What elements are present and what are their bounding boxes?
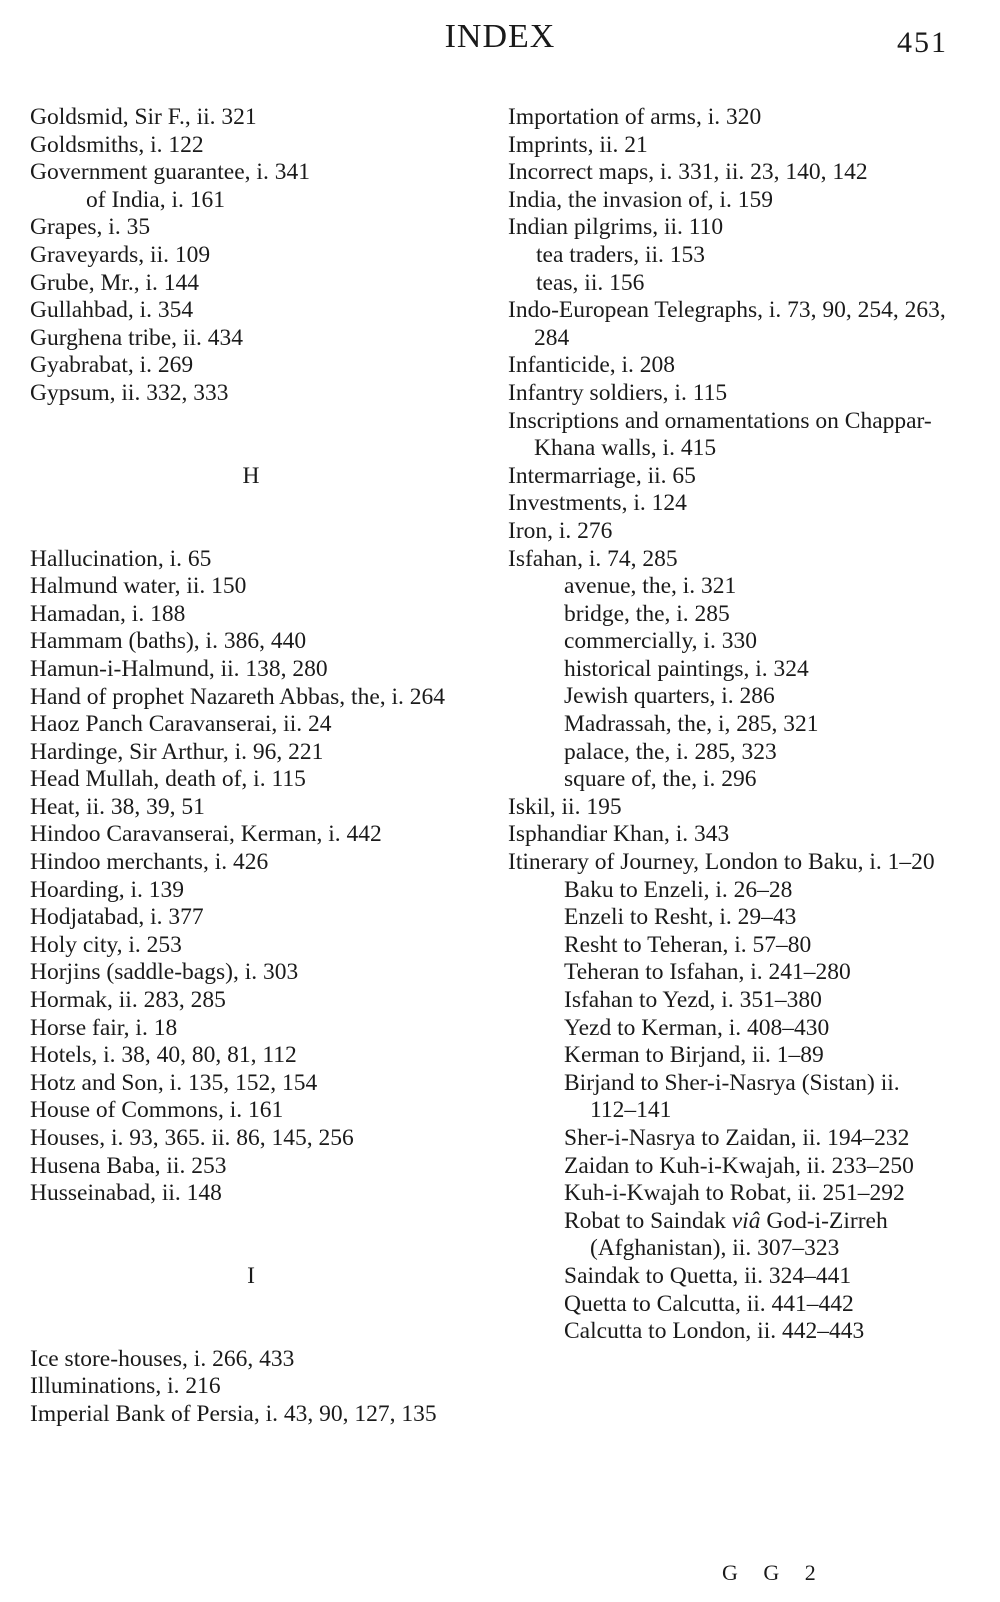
index-entry: Hodjatabad, i. 377 [30,904,204,931]
index-entry: Head Mullah, death of, i. 115 [30,766,306,793]
index-entry: Isfahan, i. 74, 285 [508,545,678,572]
index-entry: Iskil, ii. 195 [508,793,622,820]
index-entry: Incorrect maps, i. 331, ii. 23, 140, 142 [508,159,868,186]
index-entry: Hallucination, i. 65 [30,545,212,572]
index-entry: Infanticide, i. 208 [508,352,676,379]
index-entry: Itinerary of Journey, London to Baku, i. 1–20 [508,849,935,876]
index-entry: Imprints, ii. 21 [508,131,648,158]
index-subentry: teas, ii. 156 [536,269,645,296]
index-subentry: Yezd to Kerman, i. 408–430 [564,1014,830,1041]
index-subentry-robat [508,1208,948,1263]
index-entry: Husena Baba, ii. 253 [30,1152,227,1179]
index-entry: Grapes, i. 35 [30,214,151,241]
index-entry: Hindoo Caravanserai, Kerman, i. 442 [30,821,382,848]
section-letter-h: H [242,462,260,489]
index-subentry: Resht to Teheran, i. 57–80 [564,931,812,958]
index-entry: Goldsmiths, i. 122 [30,131,204,158]
index-entry: Hand of prophet Nazareth Abbas, the, i. 264 [30,683,446,710]
index-subentry: bridge, the, i. 285 [564,600,730,627]
index-subentry: Saindak to Quetta, ii. 324–441 [564,1262,852,1289]
index-entry: Gullahbad, i. 354 [30,297,194,324]
index-subentry: palace, the, i. 285, 323 [564,738,777,765]
robat-text-pre: Robat to Saindak [564,1207,732,1234]
index-entry: Hamun-i-Halmund, ii. 138, 280 [30,655,328,682]
index-entry: Horse fair, i. 18 [30,1014,178,1041]
index-entry: Intermarriage, ii. 65 [508,462,696,489]
index-subentry: historical paintings, i. 324 [564,655,809,682]
page-title: INDEX [444,18,556,55]
index-subentry: commercially, i. 330 [564,628,757,655]
index-entry: Hammam (baths), i. 386, 440 [30,628,307,655]
section-letter-i: I [247,1262,255,1289]
index-entry: Goldsmid, Sir F., ii. 321 [30,104,257,130]
index-subentry: Zaidan to Kuh-i-Kwajah, ii. 233–250 [564,1152,914,1179]
index-entry: Grube, Mr., i. 144 [30,269,200,296]
index-entry: Hamadan, i. 188 [30,600,186,627]
index-entry: Hardinge, Sir Arthur, i. 96, 221 [30,738,324,765]
index-subentry: Kuh-i-Kwajah to Robat, ii. 251–292 [564,1180,905,1207]
index-subentry: Enzeli to Resht, i. 29–43 [564,904,797,931]
index-entry: Indian pilgrims, ii. 110 [508,214,724,241]
index-entry: House of Commons, i. 161 [30,1097,284,1124]
index-subentry: tea traders, ii. 153 [536,241,706,268]
index-subentry: Sher-i-Nasrya to Zaidan, ii. 194–232 [564,1124,910,1151]
index-entry: Gyabrabat, i. 269 [30,352,194,379]
index-entry: Indo-European Telegraphs, i. 73, 90, 254, 263, 284 [508,297,946,351]
index-subentry: avenue, the, i. 321 [564,573,737,600]
index-entry: Hindoo merchants, i. 426 [30,849,269,876]
index-subentry: Isfahan to Yezd, i. 351–380 [564,987,822,1013]
index-entry: Importation of arms, i. 320 [508,104,762,130]
index-entry: Hoarding, i. 139 [30,876,185,903]
index-subentry: Baku to Enzeli, i. 26–28 [564,876,793,903]
index-entry: Horjins (saddle-bags), i. 303 [30,959,299,986]
index-entry: Government guarantee, i. 341 [30,159,310,186]
signature-mark: G G 2 [722,1560,826,1585]
index-entry: Infantry soldiers, i. 115 [508,379,728,406]
index-entry: Iron, i. 276 [508,517,613,544]
index-subentry: square of, the, i. 296 [564,766,757,793]
index-entry: Hotz and Son, i. 135, 152, 154 [30,1069,318,1096]
index-subentry: of India, i. 161 [86,186,226,213]
index-entry: Gypsum, ii. 332, 333 [30,379,229,406]
index-subentry: Birjand to Sher-i-Nasrya (Sistan) ii. 112–141 [564,1069,900,1124]
index-entry: India, the invasion of, i. 159 [508,186,773,213]
robat-text-italic: viâ [731,1207,761,1234]
index-subentry: Teheran to Isfahan, i. 241–280 [564,959,851,986]
index-entry: Illuminations, i. 216 [30,1373,221,1400]
index-entry: Heat, ii. 38, 39, 51 [30,793,205,820]
index-entry: Husseinabad, ii. 148 [30,1180,222,1207]
index-entry: Graveyards, ii. 109 [30,241,211,268]
index-subentry: Quetta to Calcutta, ii. 441–442 [564,1290,854,1317]
page-number: 451 [897,26,948,59]
index-entry: Imperial Bank of Persia, i. 43, 90, 127, 135 [30,1400,437,1427]
index-entry: Ice store-houses, i. 266, 433 [30,1345,295,1372]
index-entry: Investments, i. 124 [508,490,687,517]
left-column [30,104,472,1429]
index-entry: Gurghena tribe, ii. 434 [30,324,243,351]
index-subentry: Kerman to Birjand, ii. 1–89 [564,1042,824,1069]
index-entry: Houses, i. 93, 365. ii. 86, 145, 256 [30,1125,354,1151]
index-entry: Holy city, i. 253 [30,931,182,958]
index-subentry: Jewish quarters, i. 286 [564,683,775,710]
index-entry: Haoz Panch Caravanserai, ii. 24 [30,711,332,738]
index-entry: Halmund water, ii. 150 [30,573,247,600]
robat-text-post: God-i-Zirreh (Afghanistan), ii. 307–323 [590,1207,888,1262]
index-entry: Hotels, i. 38, 40, 80, 81, 112 [30,1042,297,1069]
right-column [508,104,948,1346]
index-entry: Isphandiar Khan, i. 343 [508,821,730,848]
index-subentry: Calcutta to London, ii. 442–443 [564,1318,865,1345]
index-entry: Inscriptions and ornamentations on Chappar-Khana walls, i. 415 [508,407,932,462]
index-entry: Hormak, ii. 283, 285 [30,987,226,1014]
index-subentry: Madrassah, the, i, 285, 321 [564,711,819,738]
